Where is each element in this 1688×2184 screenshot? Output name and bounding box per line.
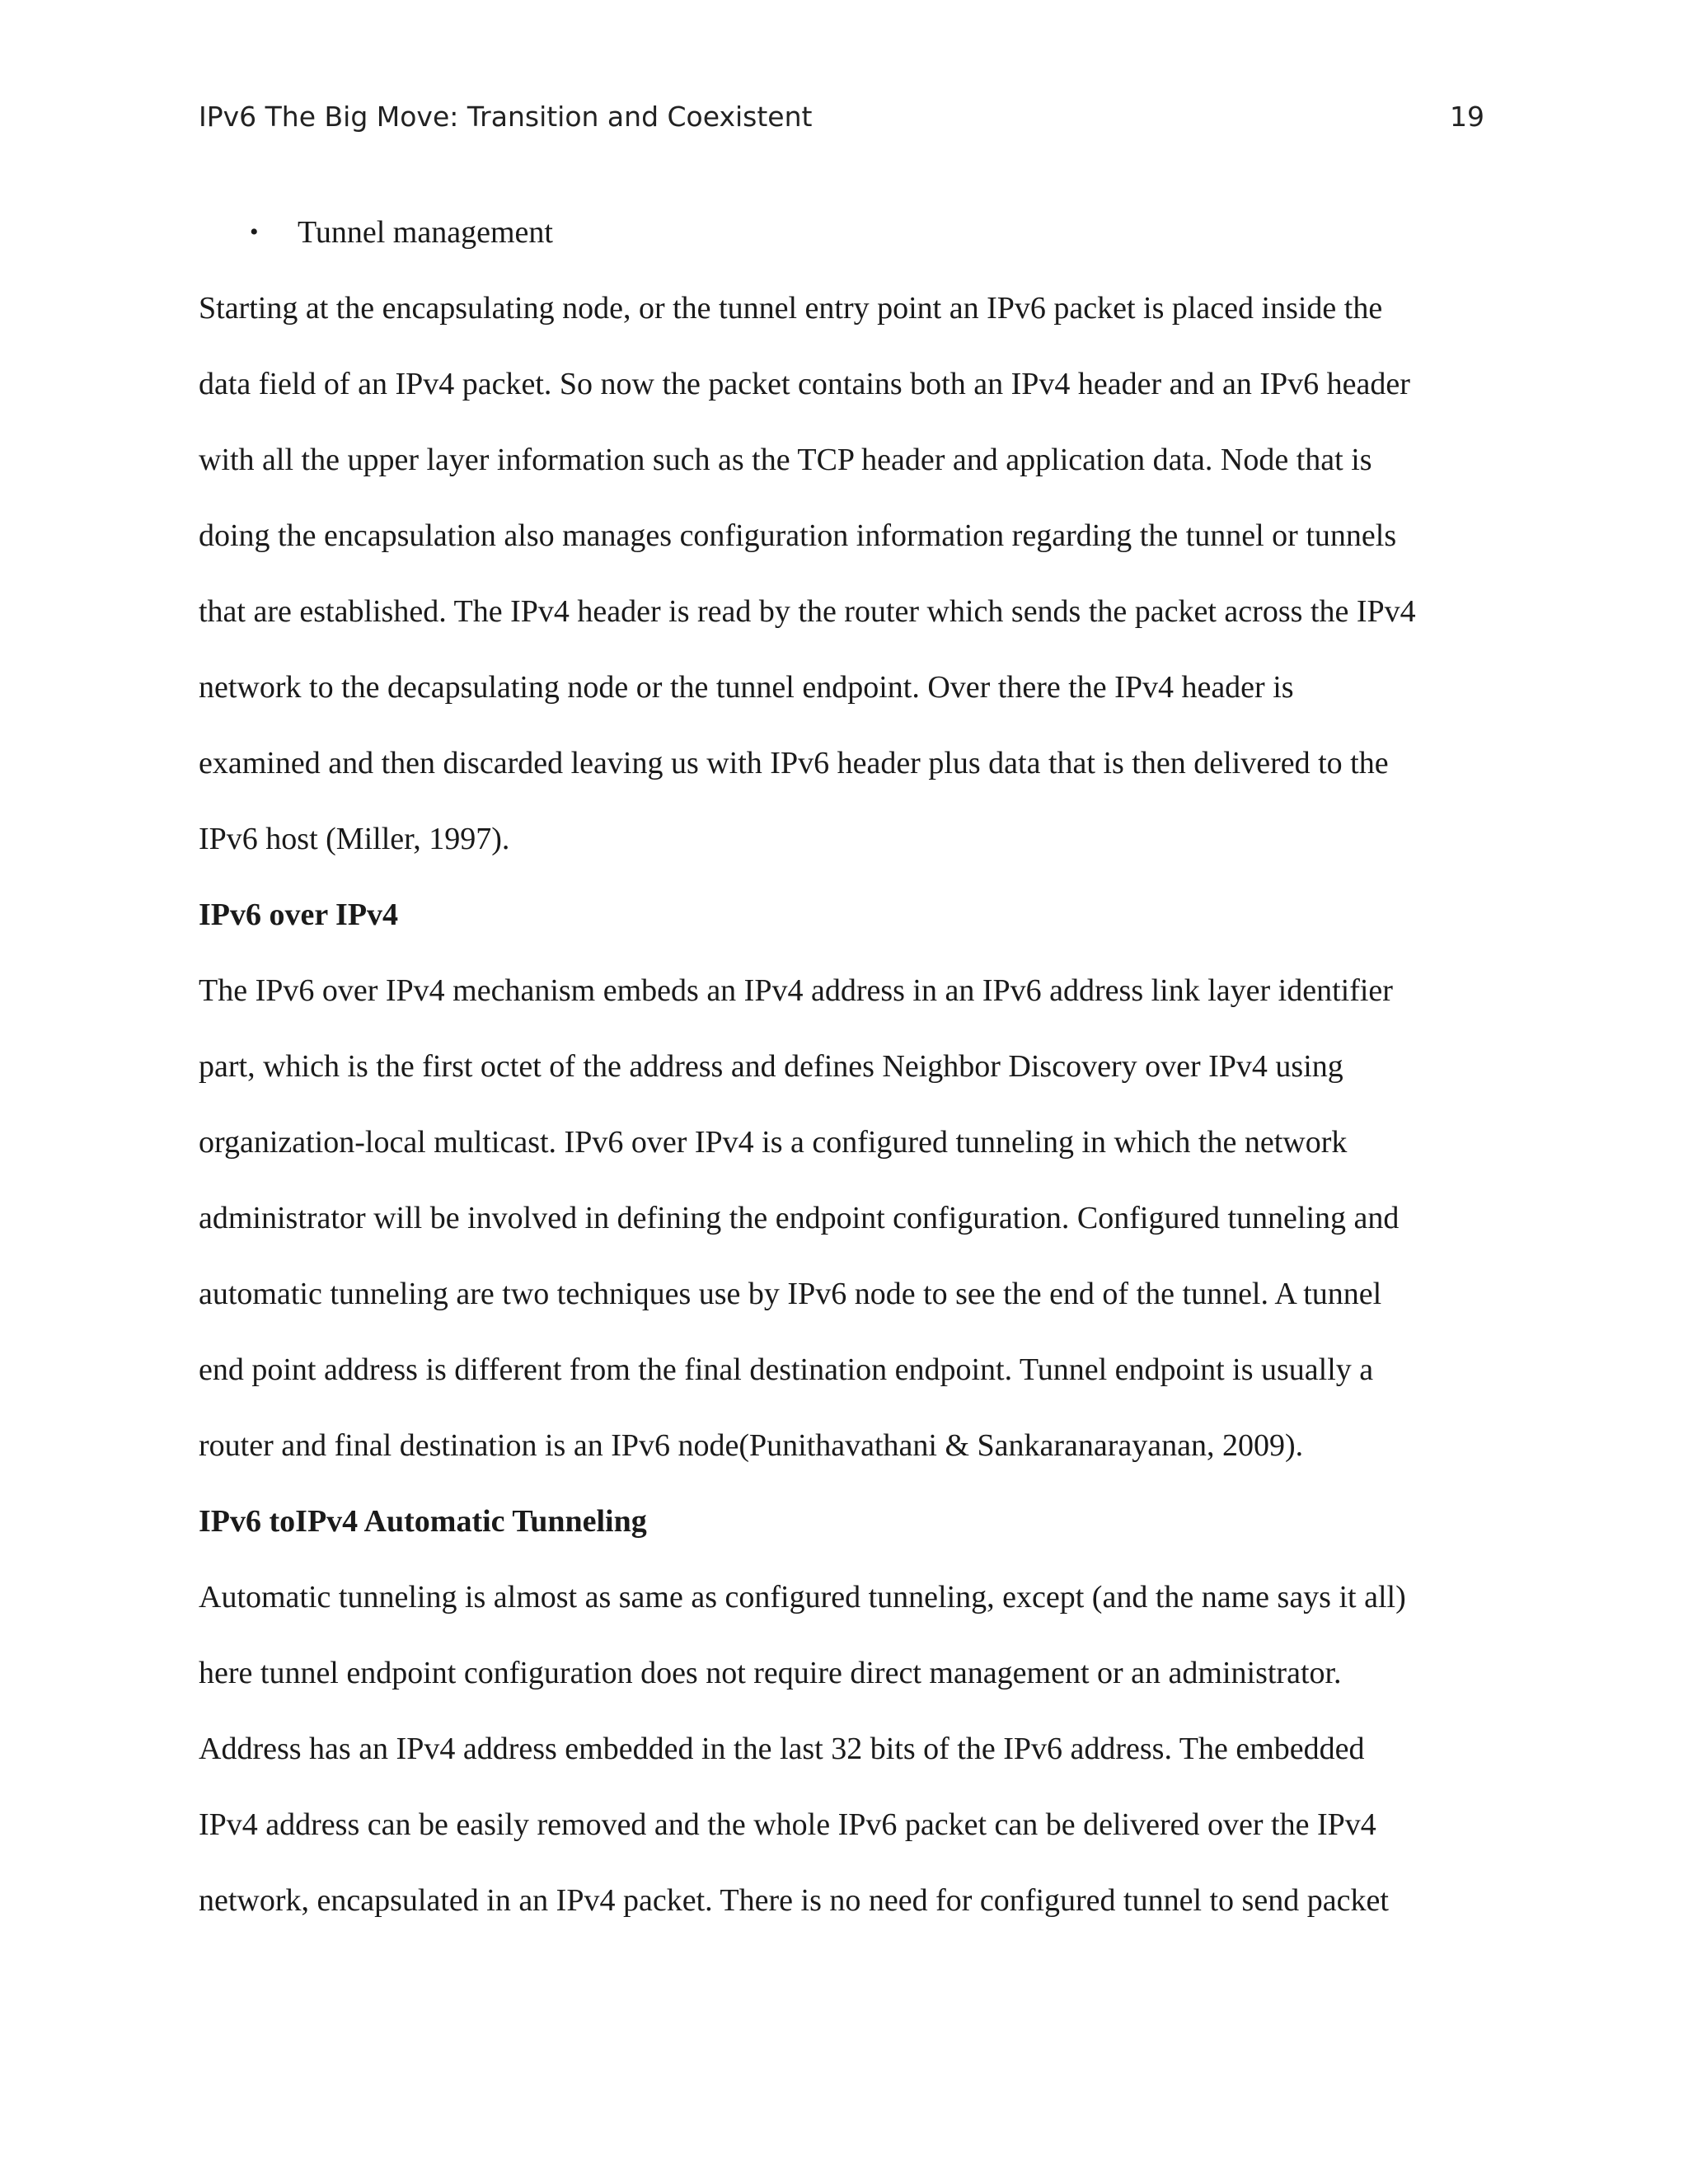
paragraph-line: The IPv6 over IPv4 mechanism embeds an IPv4 address in an IPv6 address link layer identifier	[199, 973, 1393, 1008]
paragraph-line: data field of an IPv4 packet. So now the packet contains both an IPv4 header and an IPv6 header	[199, 367, 1410, 401]
paragraph-line: organization-local multicast. IPv6 over IPv4 is a configured tunneling in which the network	[199, 1125, 1348, 1160]
paragraph-line: Address has an IPv4 address embedded in the last 32 bits of the IPv6 address. The embedded	[199, 1732, 1365, 1766]
paragraph-line: Automatic tunneling is almost as same as configured tunneling, except (and the name says it all)	[199, 1580, 1406, 1615]
paragraph-line: here tunnel endpoint configuration does not require direct management or an administrator.	[199, 1656, 1342, 1690]
section-heading-ipv6-over-ipv4: IPv6 over IPv4	[199, 898, 399, 932]
paragraph-line: with all the upper layer information such as the TCP header and application data. Node that is	[199, 443, 1372, 477]
paragraph-line: router and final destination is an IPv6 node(Punithavathani & Sankaranarayanan, 2009).	[199, 1428, 1304, 1463]
paragraph-automatic-tunneling	[199, 1559, 1484, 1938]
paragraph-line: part, which is the first octet of the address and defines Neighbor Discovery over IPv4 using	[199, 1049, 1343, 1084]
running-header	[199, 97, 1484, 137]
paragraph-line: administrator will be involved in defining the endpoint configuration. Configured tunneling and	[199, 1201, 1400, 1235]
section-heading-automatic-tunneling: IPv6 toIPv4 Automatic Tunneling	[199, 1504, 647, 1539]
paragraph-line: automatic tunneling are two techniques use by IPv6 node to see the end of the tunnel. A tunnel	[199, 1277, 1382, 1311]
paragraph-line: that are established. The IPv4 header is read by the router which sends the packet across the IPv4	[199, 594, 1416, 629]
paragraph-line: network to the decapsulating node or the tunnel endpoint. Over there the IPv4 header is	[199, 670, 1294, 705]
paragraph-line: end point address is different from the final destination endpoint. Tunnel endpoint is usually a	[199, 1352, 1374, 1387]
page-number: 19	[1450, 101, 1484, 133]
bullet-item	[199, 194, 1484, 270]
paragraph-tunnel-encapsulation	[199, 270, 1484, 877]
paragraph-line: Starting at the encapsulating node, or the tunnel entry point an IPv6 packet is placed inside the	[199, 291, 1383, 326]
paragraph-line: IPv6 host (Miller, 1997).	[199, 822, 510, 856]
paragraph-line: network, encapsulated in an IPv4 packet. There is no need for configured tunnel to send packet	[199, 1883, 1389, 1918]
paragraph-line: examined and then discarded leaving us with IPv6 header plus data that is then delivered to the	[199, 746, 1389, 780]
paragraph-line: IPv4 address can be easily removed and the whole IPv6 packet can be delivered over the IPv4	[199, 1807, 1376, 1842]
running-header-title: IPv6 The Big Move: Transition and Coexistent	[199, 101, 813, 133]
paragraph-ipv6-over-ipv4	[199, 953, 1484, 1483]
body-text	[199, 194, 1484, 1938]
bullet-icon: •	[250, 218, 259, 246]
paragraph-line: doing the encapsulation also manages configuration information regarding the tunnel or tunnels	[199, 518, 1397, 553]
bullet-item-text: Tunnel management	[298, 215, 553, 250]
